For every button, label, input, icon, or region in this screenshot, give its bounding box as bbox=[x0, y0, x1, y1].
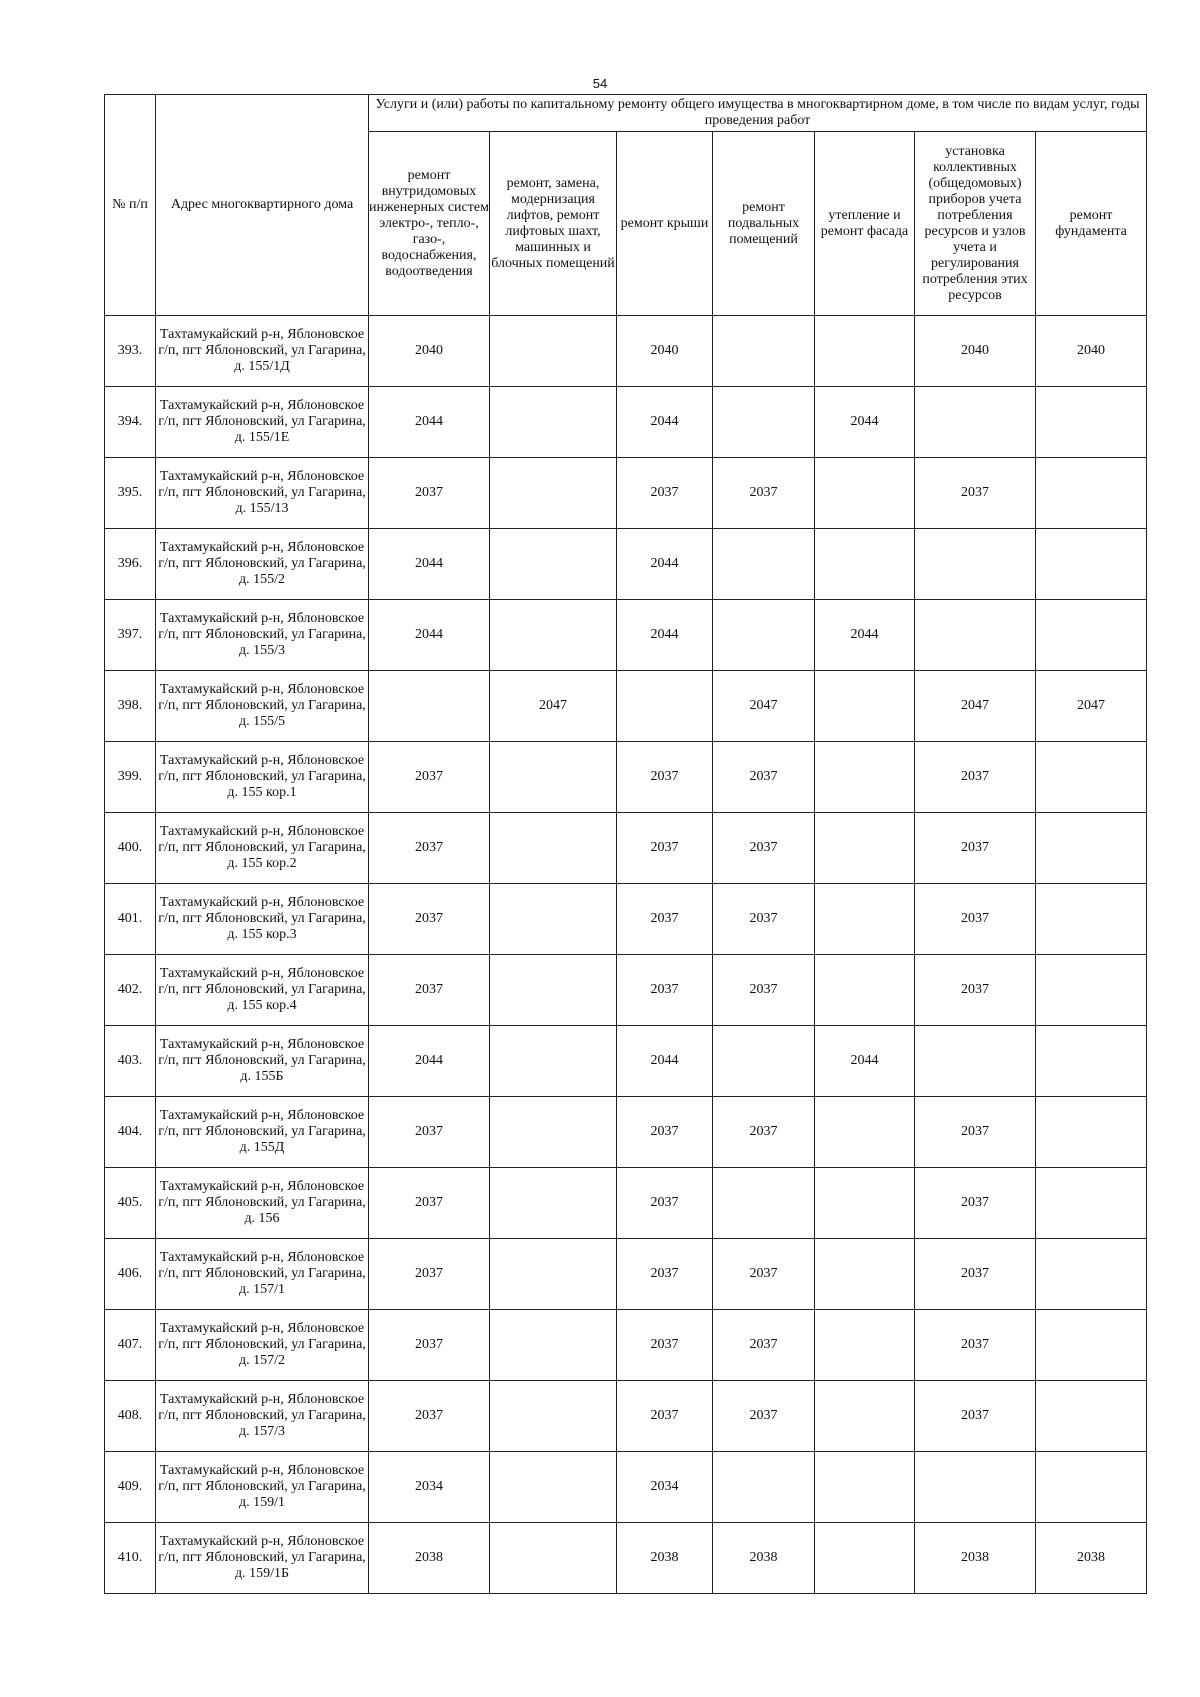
year-cell-metering-devices bbox=[915, 1452, 1036, 1523]
year-cell-foundation bbox=[1036, 1026, 1147, 1097]
row-address: Тахтамукайский р-н, Яблоновское г/п, пгт Яблоновский, ул Гагарина, д. 155 кор.4 bbox=[156, 955, 369, 1026]
year-cell-roof bbox=[617, 671, 713, 742]
year-cell-basement: 2037 bbox=[713, 1239, 815, 1310]
table-row bbox=[105, 387, 1147, 458]
row-number: 400. bbox=[105, 813, 156, 884]
row-address: Тахтамукайский р-н, Яблоновское г/п, пгт Яблоновский, ул Гагарина, д. 159/1 bbox=[156, 1452, 369, 1523]
row-address: Тахтамукайский р-н, Яблоновское г/п, пгт Яблоновский, ул Гагарина, д. 155Б bbox=[156, 1026, 369, 1097]
table-row bbox=[105, 1452, 1147, 1523]
year-cell-engineering-systems: 2037 bbox=[369, 1239, 490, 1310]
year-cell-facade bbox=[815, 316, 915, 387]
year-cell-facade bbox=[815, 671, 915, 742]
row-number: 403. bbox=[105, 1026, 156, 1097]
year-cell-roof: 2037 bbox=[617, 1310, 713, 1381]
year-cell-foundation bbox=[1036, 1168, 1147, 1239]
column-header-basement: ремонт подвальных помещений bbox=[713, 132, 815, 316]
year-cell-engineering-systems: 2040 bbox=[369, 316, 490, 387]
year-cell-roof: 2034 bbox=[617, 1452, 713, 1523]
year-cell-metering-devices: 2037 bbox=[915, 1168, 1036, 1239]
year-cell-roof: 2038 bbox=[617, 1523, 713, 1594]
row-number: 406. bbox=[105, 1239, 156, 1310]
year-cell-elevators bbox=[490, 1026, 617, 1097]
column-header-facade: утепление и ремонт фасада bbox=[815, 132, 915, 316]
year-cell-roof: 2037 bbox=[617, 1239, 713, 1310]
year-cell-engineering-systems: 2044 bbox=[369, 1026, 490, 1097]
year-cell-basement: 2037 bbox=[713, 1381, 815, 1452]
year-cell-basement bbox=[713, 1452, 815, 1523]
year-cell-metering-devices: 2047 bbox=[915, 671, 1036, 742]
row-number: 408. bbox=[105, 1381, 156, 1452]
year-cell-elevators bbox=[490, 1097, 617, 1168]
year-cell-facade: 2044 bbox=[815, 1026, 915, 1097]
year-cell-basement: 2037 bbox=[713, 1310, 815, 1381]
year-cell-engineering-systems: 2044 bbox=[369, 387, 490, 458]
year-cell-engineering-systems: 2037 bbox=[369, 1381, 490, 1452]
year-cell-facade bbox=[815, 1523, 915, 1594]
table-row bbox=[105, 884, 1147, 955]
year-cell-basement: 2037 bbox=[713, 458, 815, 529]
row-number: 393. bbox=[105, 316, 156, 387]
year-cell-foundation bbox=[1036, 884, 1147, 955]
year-cell-facade bbox=[815, 1381, 915, 1452]
year-cell-basement: 2037 bbox=[713, 955, 815, 1026]
year-cell-elevators bbox=[490, 600, 617, 671]
year-cell-roof: 2037 bbox=[617, 742, 713, 813]
year-cell-engineering-systems: 2037 bbox=[369, 813, 490, 884]
year-cell-metering-devices bbox=[915, 1026, 1036, 1097]
year-cell-facade: 2044 bbox=[815, 600, 915, 671]
table-row bbox=[105, 1523, 1147, 1594]
year-cell-elevators bbox=[490, 813, 617, 884]
year-cell-metering-devices bbox=[915, 387, 1036, 458]
year-cell-foundation bbox=[1036, 529, 1147, 600]
row-address: Тахтамукайский р-н, Яблоновское г/п, пгт Яблоновский, ул Гагарина, д. 156 bbox=[156, 1168, 369, 1239]
table-row bbox=[105, 1381, 1147, 1452]
year-cell-metering-devices bbox=[915, 600, 1036, 671]
row-address: Тахтамукайский р-н, Яблоновское г/п, пгт Яблоновский, ул Гагарина, д. 155/1Е bbox=[156, 387, 369, 458]
year-cell-foundation bbox=[1036, 458, 1147, 529]
row-number: 394. bbox=[105, 387, 156, 458]
year-cell-elevators bbox=[490, 1523, 617, 1594]
row-address: Тахтамукайский р-н, Яблоновское г/п, пгт Яблоновский, ул Гагарина, д. 155 кор.2 bbox=[156, 813, 369, 884]
year-cell-roof: 2037 bbox=[617, 458, 713, 529]
year-cell-elevators bbox=[490, 742, 617, 813]
row-address: Тахтамукайский р-н, Яблоновское г/п, пгт Яблоновский, ул Гагарина, д. 155/13 bbox=[156, 458, 369, 529]
year-cell-foundation: 2040 bbox=[1036, 316, 1147, 387]
year-cell-metering-devices bbox=[915, 529, 1036, 600]
table-row bbox=[105, 1239, 1147, 1310]
year-cell-facade bbox=[815, 813, 915, 884]
year-cell-metering-devices: 2037 bbox=[915, 1310, 1036, 1381]
year-cell-engineering-systems: 2037 bbox=[369, 1097, 490, 1168]
table-row bbox=[105, 1097, 1147, 1168]
year-cell-metering-devices: 2038 bbox=[915, 1523, 1036, 1594]
year-cell-facade bbox=[815, 955, 915, 1026]
table-row bbox=[105, 316, 1147, 387]
column-header-number: № п/п bbox=[105, 95, 156, 316]
year-cell-elevators bbox=[490, 1381, 617, 1452]
year-cell-facade bbox=[815, 1097, 915, 1168]
table-row bbox=[105, 1026, 1147, 1097]
year-cell-elevators bbox=[490, 1452, 617, 1523]
year-cell-metering-devices: 2037 bbox=[915, 458, 1036, 529]
year-cell-elevators bbox=[490, 884, 617, 955]
year-cell-basement bbox=[713, 529, 815, 600]
year-cell-basement bbox=[713, 316, 815, 387]
row-number: 401. bbox=[105, 884, 156, 955]
table-row bbox=[105, 671, 1147, 742]
year-cell-basement: 2038 bbox=[713, 1523, 815, 1594]
year-cell-elevators bbox=[490, 529, 617, 600]
year-cell-facade bbox=[815, 884, 915, 955]
year-cell-elevators bbox=[490, 955, 617, 1026]
year-cell-engineering-systems: 2044 bbox=[369, 600, 490, 671]
year-cell-foundation bbox=[1036, 742, 1147, 813]
row-address: Тахтамукайский р-н, Яблоновское г/п, пгт Яблоновский, ул Гагарина, д. 155/3 bbox=[156, 600, 369, 671]
row-number: 398. bbox=[105, 671, 156, 742]
page-number: 54 bbox=[592, 76, 608, 91]
table-row bbox=[105, 813, 1147, 884]
year-cell-roof: 2044 bbox=[617, 1026, 713, 1097]
year-cell-roof: 2037 bbox=[617, 1381, 713, 1452]
year-cell-elevators bbox=[490, 1310, 617, 1381]
year-cell-basement: 2037 bbox=[713, 884, 815, 955]
row-address: Тахтамукайский р-н, Яблоновское г/п, пгт Яблоновский, ул Гагарина, д. 155/1Д bbox=[156, 316, 369, 387]
table-row bbox=[105, 529, 1147, 600]
year-cell-roof: 2040 bbox=[617, 316, 713, 387]
row-number: 405. bbox=[105, 1168, 156, 1239]
year-cell-basement bbox=[713, 387, 815, 458]
year-cell-facade bbox=[815, 1168, 915, 1239]
year-cell-foundation: 2038 bbox=[1036, 1523, 1147, 1594]
column-header-foundation: ремонт фундамента bbox=[1036, 132, 1147, 316]
year-cell-foundation bbox=[1036, 600, 1147, 671]
year-cell-facade: 2044 bbox=[815, 387, 915, 458]
year-cell-basement bbox=[713, 600, 815, 671]
row-number: 397. bbox=[105, 600, 156, 671]
year-cell-engineering-systems: 2037 bbox=[369, 955, 490, 1026]
year-cell-basement: 2037 bbox=[713, 813, 815, 884]
year-cell-foundation bbox=[1036, 1452, 1147, 1523]
year-cell-elevators bbox=[490, 1168, 617, 1239]
year-cell-foundation bbox=[1036, 955, 1147, 1026]
year-cell-engineering-systems: 2037 bbox=[369, 458, 490, 529]
row-address: Тахтамукайский р-н, Яблоновское г/п, пгт Яблоновский, ул Гагарина, д. 159/1Б bbox=[156, 1523, 369, 1594]
row-number: 396. bbox=[105, 529, 156, 600]
year-cell-engineering-systems: 2037 bbox=[369, 1310, 490, 1381]
table-row bbox=[105, 742, 1147, 813]
year-cell-engineering-systems: 2034 bbox=[369, 1452, 490, 1523]
capital-repair-table bbox=[104, 94, 1147, 1594]
year-cell-roof: 2044 bbox=[617, 387, 713, 458]
year-cell-roof: 2044 bbox=[617, 600, 713, 671]
row-address: Тахтамукайский р-н, Яблоновское г/п, пгт Яблоновский, ул Гагарина, д. 157/2 bbox=[156, 1310, 369, 1381]
year-cell-elevators bbox=[490, 458, 617, 529]
row-address: Тахтамукайский р-н, Яблоновское г/п, пгт Яблоновский, ул Гагарина, д. 157/3 bbox=[156, 1381, 369, 1452]
row-number: 407. bbox=[105, 1310, 156, 1381]
table-row bbox=[105, 1168, 1147, 1239]
year-cell-metering-devices: 2037 bbox=[915, 884, 1036, 955]
column-header-elevators: ремонт, замена, модернизация лифтов, ремонт лифтовых шахт, машинных и блочных помещений bbox=[490, 132, 617, 316]
year-cell-elevators bbox=[490, 1239, 617, 1310]
year-cell-facade bbox=[815, 1239, 915, 1310]
year-cell-foundation bbox=[1036, 1239, 1147, 1310]
year-cell-elevators: 2047 bbox=[490, 671, 617, 742]
year-cell-metering-devices: 2037 bbox=[915, 742, 1036, 813]
year-cell-basement: 2037 bbox=[713, 742, 815, 813]
year-cell-foundation: 2047 bbox=[1036, 671, 1147, 742]
year-cell-engineering-systems: 2044 bbox=[369, 529, 490, 600]
year-cell-metering-devices: 2037 bbox=[915, 813, 1036, 884]
row-number: 399. bbox=[105, 742, 156, 813]
year-cell-foundation bbox=[1036, 1310, 1147, 1381]
year-cell-foundation bbox=[1036, 813, 1147, 884]
year-cell-basement: 2037 bbox=[713, 1097, 815, 1168]
row-number: 409. bbox=[105, 1452, 156, 1523]
column-header-engineering-systems: ремонт внутридомовых инженерных систем электро-, тепло-, газо-, водоснабжения, водоотведения bbox=[369, 132, 490, 316]
year-cell-roof: 2037 bbox=[617, 955, 713, 1026]
year-cell-roof: 2037 bbox=[617, 1168, 713, 1239]
services-group-header: Услуги и (или) работы по капитальному ремонту общего имущества в многоквартирном доме, в том числе по видам услуг, годы проведения работ bbox=[369, 95, 1147, 132]
row-address: Тахтамукайский р-н, Яблоновское г/п, пгт Яблоновский, ул Гагарина, д. 155/2 bbox=[156, 529, 369, 600]
row-number: 402. bbox=[105, 955, 156, 1026]
year-cell-foundation bbox=[1036, 1097, 1147, 1168]
year-cell-engineering-systems: 2037 bbox=[369, 742, 490, 813]
table-row bbox=[105, 458, 1147, 529]
year-cell-metering-devices: 2037 bbox=[915, 1381, 1036, 1452]
row-number: 410. bbox=[105, 1523, 156, 1594]
year-cell-metering-devices: 2037 bbox=[915, 1239, 1036, 1310]
year-cell-engineering-systems: 2037 bbox=[369, 1168, 490, 1239]
column-header-metering-devices: установка коллективных (общедомовых) приборов учета потребления ресурсов и узлов учета и регулирования потребления этих ресурсов bbox=[915, 132, 1036, 316]
year-cell-foundation bbox=[1036, 387, 1147, 458]
year-cell-facade bbox=[815, 1310, 915, 1381]
year-cell-roof: 2037 bbox=[617, 884, 713, 955]
row-address: Тахтамукайский р-н, Яблоновское г/п, пгт Яблоновский, ул Гагарина, д. 155 кор.1 bbox=[156, 742, 369, 813]
year-cell-metering-devices: 2037 bbox=[915, 1097, 1036, 1168]
year-cell-roof: 2037 bbox=[617, 1097, 713, 1168]
year-cell-facade bbox=[815, 1452, 915, 1523]
year-cell-basement: 2047 bbox=[713, 671, 815, 742]
year-cell-metering-devices: 2037 bbox=[915, 955, 1036, 1026]
column-header-roof: ремонт крыши bbox=[617, 132, 713, 316]
year-cell-foundation bbox=[1036, 1381, 1147, 1452]
row-number: 404. bbox=[105, 1097, 156, 1168]
table-row bbox=[105, 955, 1147, 1026]
year-cell-basement bbox=[713, 1026, 815, 1097]
year-cell-roof: 2037 bbox=[617, 813, 713, 884]
year-cell-elevators bbox=[490, 316, 617, 387]
row-address: Тахтамукайский р-н, Яблоновское г/п, пгт Яблоновский, ул Гагарина, д. 155/5 bbox=[156, 671, 369, 742]
year-cell-basement bbox=[713, 1168, 815, 1239]
row-address: Тахтамукайский р-н, Яблоновское г/п, пгт Яблоновский, ул Гагарина, д. 155Д bbox=[156, 1097, 369, 1168]
table-row bbox=[105, 600, 1147, 671]
table-body bbox=[105, 316, 1147, 1594]
year-cell-engineering-systems bbox=[369, 671, 490, 742]
year-cell-facade bbox=[815, 458, 915, 529]
year-cell-metering-devices: 2040 bbox=[915, 316, 1036, 387]
row-address: Тахтамукайский р-н, Яблоновское г/п, пгт Яблоновский, ул Гагарина, д. 155 кор.3 bbox=[156, 884, 369, 955]
row-number: 395. bbox=[105, 458, 156, 529]
year-cell-engineering-systems: 2038 bbox=[369, 1523, 490, 1594]
column-header-address: Адрес многоквартирного дома bbox=[156, 95, 369, 316]
year-cell-elevators bbox=[490, 387, 617, 458]
year-cell-roof: 2044 bbox=[617, 529, 713, 600]
year-cell-engineering-systems: 2037 bbox=[369, 884, 490, 955]
table-row bbox=[105, 1310, 1147, 1381]
row-address: Тахтамукайский р-н, Яблоновское г/п, пгт Яблоновский, ул Гагарина, д. 157/1 bbox=[156, 1239, 369, 1310]
year-cell-facade bbox=[815, 529, 915, 600]
year-cell-facade bbox=[815, 742, 915, 813]
